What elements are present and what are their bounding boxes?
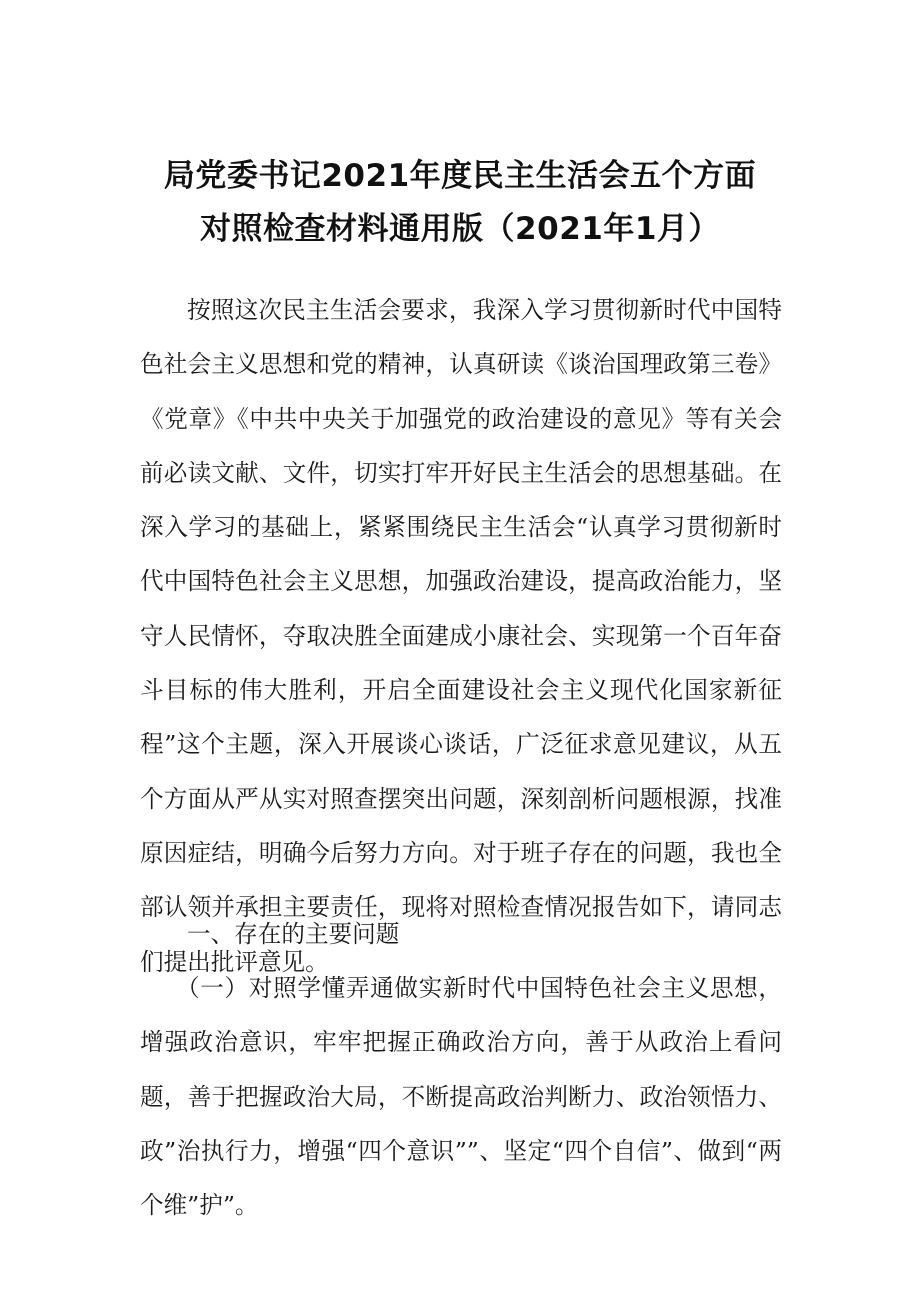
document-title-line-1: 局党委书记2021年度民主生活会五个方面 [163,158,757,194]
intro-paragraph: 按照这次民主生活会要求，我深入学习贯彻新时代中国特色社会主义思想和党的精神，认真研读《谈治国理政第三卷》《党章》《中共中央关于加强党的政治建设的意见》等有关会前必读文献、文件，切实打牢开好民主生活会的思想基础。在深入学习的基础上，紧紧围绕民主生活会“认真学习贯彻新时代中国特色社会主义思想，加强政治建设，提高政治能力，坚守人民情怀，夺取决胜全面建成小康社会、实现第一个百年奋斗目标的伟大胜利，开启全面建设社会主义现代化国家新征程”这个主题，深入开展谈心谈话，广泛征求意见建议，从五个方面从严从实对照查摆突出问题，深刻剖析问题根源，找准原因症结，明确今后努力方向。对于班子存在的问题，我也全部认领并承担主要责任，现将对照检查情况报告如下，请同志们提出批评意见。 [140,296,782,976]
section-heading: 一、存在的主要问题 [187,920,400,948]
subsection-paragraph: （一）对照学懂弄通做实新时代中国特色社会主义思想，增强政治意识，牢牢把握正确政治方向，善于从政治上看问题，善于把握政治大局，不断提高政治判断力、政治领悟力、政”治执行力，增强“四个意识””、坚定“四个自信”、做到“两个维”护”。 [140,974,782,1220]
document-title-line-2: 对照检查材料通用版（2021年1月） [200,211,720,247]
